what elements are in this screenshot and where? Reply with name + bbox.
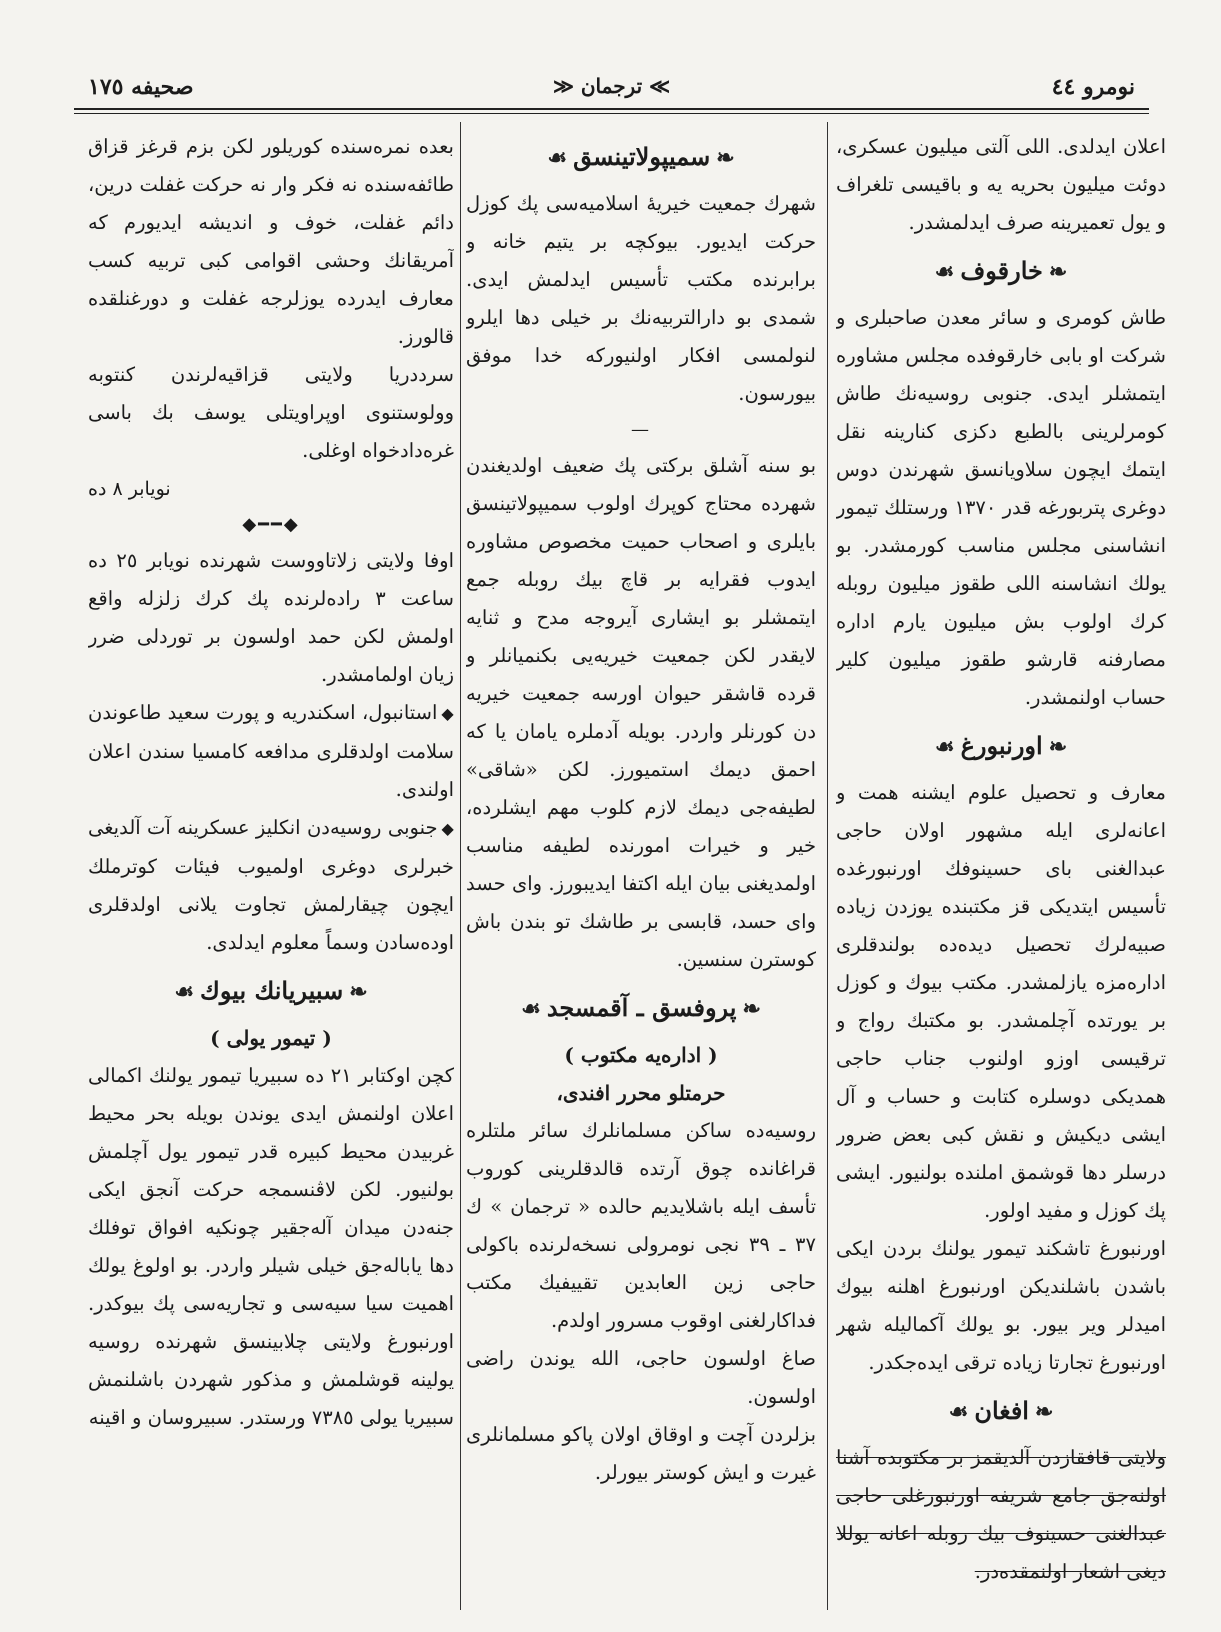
article-paragraph: ولایتی قافقازدن آلدیقمز بر مکتوبده آشنا اولنه‌جق جامع شریفه اورنبورغلی حاجی عبدالغنی حسینوف بیك روبله اعانه یوللا دیغی اشعار اولنمقده‌در. — [836, 1446, 1166, 1583]
article-paragraph: بو سنه آشلق برکتی پك ضعیف اولدیغندن شهرده محتاج کوپرك اولوب سمیپولاتینسق بایلری و اصحاب حمیت مخصوص مشاوره ایدوب فقرایه بر قاچ بیك روبله جمع ایتمشلر بو ایشاری آیروجه مدح و ثنایه لایقدر لکن جمعیت خیریه‌یی بکنمیانلر و قرده قاشقر حیوان اورسه جمعیت خیریه دن کورنلر واردر. بویله آدملره یامان یا که احمق دیمك استمیورز. لکن «شاقی» لطیفه‌جی دیمك لازم کلوب مهم ایشلرده، خیر و خیرات امورنده لطیفه مناسب اولمدیغنی بیان ایله اکتفا ایدیبورز. وای حسد وای حسد، قابسی بر طاشك تو بندن باش کوسترن سنسین. — [466, 454, 816, 971]
article-paragraph: اورنبورغ تاشکند تیمور یولنك بردن ایکی باشدن باشلندیکن اورنبورغ اهلنه بیوك امیدلر ویر بیور. بو یولك آکمالیله شهر اورنبورغ تجارتا زیاده ترقی ایده‌جکدر. — [836, 1237, 1166, 1374]
letter-greeting: حرمتلو محرر افندی، — [556, 1081, 726, 1105]
column-divider — [827, 122, 828, 1610]
article-paragraph: طاش کومری و سائر معدن صاحبلری و شرکت او بابی خارقوفده مجلس مشاوره ایتمشلر ایدی. جنوبی روسیه‌نك طاش کومرلرینی بالطبع دکزی کنارینه نقل ایتمك ایچون سلاویانسق شهرندن دوس دوغری پتربورغه قدر ١٣٧٠ ورستلك تیمور انشاسنی مجلس مناسب کورمشدر. بو یولك انشاسنه اللی طقوز میلیون روبله کرك اولوب بش میلیون یارم اداره مصارفنه قارشو طقوز میلیون کلیر حساب اولنمشدر. — [836, 306, 1166, 709]
section-heading — [836, 1388, 1166, 1435]
article-paragraph — [88, 809, 454, 962]
heading-text: خارقوف — [960, 256, 1043, 285]
section-heading — [836, 723, 1166, 770]
heading-text: افغان — [974, 1396, 1029, 1425]
article-paragraph: بزلردن آچت و اوقاق اولان پاکو مسلمانلری غیرت و ایش کوستر بیورلر. — [466, 1423, 816, 1484]
ornament-icon: ❧ — [742, 996, 761, 1022]
article-paragraph: شهرك جمعیت خیریهٔ اسلامیه‌سی پك کوزل حرکت ایدیور. بیوکچه بر یتیم خانه و برابرنده مکتب تأسیس ایدلمش ایدی. شمدی بو دارالتربیه‌نك بر خیلی دها ایلرو لنولمسی افکار اولنیورکه خدا موفق بیورسون. — [466, 192, 816, 405]
column-divider — [460, 122, 461, 1610]
ornament-icon: ❧ — [1048, 734, 1068, 760]
article-paragraph: اعلان ایدلدی. اللی آلتی میلیون عسکری، دوئت میلیون بحریه یه و باقیسی تلغراف و یول تعمیرینه صرف ایدلمشدر. — [836, 135, 1166, 234]
diamond-separator-icon: ◆━━◆ — [242, 514, 300, 535]
middle-column — [466, 128, 816, 1604]
masthead — [553, 74, 670, 98]
separator: — — [631, 419, 651, 440]
heading-text: سبیریانك بیوك — [200, 976, 344, 1005]
heading-text: اورنبورغ — [960, 731, 1043, 760]
diamond-bullet-icon: ◆ — [441, 819, 454, 838]
ornament-icon: ❧ — [1034, 1399, 1054, 1425]
article-paragraph: روسیه‌ده ساکن مسلمانلرك سائر ملتلره قراغانده چوق آرتده قالدقلرینی کوروب تأسف ایله باشلایدیم حالده « ترجمان » ك ٣٧ ـ ٣٩ نجی نومرولی نسخه‌لرنده باکولی حاجی زین العابدین تقییفیك مکتب فداکارلغنی اوقوب مسرور اولدم. — [466, 1119, 816, 1332]
article-paragraph: کچن اوکتابر ٢١ ده سبیریا تیمور یولنك اکمالی اعلان اولنمش ایدی یوندن بویله بحر محیط غربیدن محیط کبیره قدر تیمور یول آچلمش بولنیور. لکن لاڤنسمجه حرکت آنجق ایکی جنه‌دن میدان آله‌جقیر چونکیه افواق توفلك دها یاباله‌جق خیلی شیلر واردر. بو اولوغ یولك اهمیت سیا سیه‌سی و تجاریه‌سی پك بیوکدر. اورنبورغ ولایتی چلابینسق شهرنده روسیه یولینه قوشلمش و مذکور شهردن باشلنمش سبیریا یولی ٧٣٨٥ ورستدر. سبیروسان و اقینه — [88, 1064, 454, 1429]
heading-text: پروفسق ـ آقمسجد — [546, 993, 737, 1022]
section-heading — [88, 968, 454, 1015]
right-column — [836, 128, 1166, 1604]
subheading: ( تیمور یولی ) — [210, 1026, 332, 1050]
ornament-icon: ☙ — [934, 734, 955, 760]
diamond-bullet-icon: ◆ — [441, 704, 454, 723]
left-column — [88, 128, 454, 1604]
ornament-icon: ❧ — [349, 979, 368, 1005]
page-header — [80, 70, 1143, 110]
ornament-icon: ☙ — [948, 1399, 969, 1425]
ornament-icon: ❧ — [716, 145, 735, 171]
header-rule-thin — [74, 113, 1149, 114]
article-paragraph — [88, 694, 454, 809]
header-rule — [74, 108, 1149, 110]
article-paragraph: اوفا ولایتی زلاتاووست شهرنده نویابر ٢٥ ده ساعت ٣ راده‌لرنده پك کرك زلزله واقع اولمش لکن حمد اولسون بر توردلی ضرر زیان اولمامشدر. — [88, 549, 454, 686]
ornament-icon: ☙ — [521, 996, 541, 1022]
subheading: ( اداره‌یه مکتوب ) — [564, 1043, 718, 1067]
article-paragraph: بعده نمره‌سنده کوریلور لکن بزم قرغز قزاق طائفه‌سنده نه فکر وار نه حرکت غفلت درین، دائم غفلت، خوف و اندیشه ایدیورم که آمریقانك وحشی اقوامی کبی تربیه کسب معارف ایدرده یوزلرجه غفلت و دورغنلقده قالورز. — [88, 135, 454, 348]
section-heading — [836, 248, 1166, 295]
ornament-icon: ☙ — [547, 145, 568, 171]
heading-text: سمیپولاتینسق — [573, 142, 711, 171]
article-paragraph: سرددریا ولایتی قزاقیه‌لرندن کنتوبه وولوستنوی اوپراویتلی یوسف بك باسی غره‌دادخواه اوغلی. — [88, 363, 454, 462]
ornament-icon: ≫ — [642, 74, 671, 98]
article-paragraph: معارف و تحصیل علوم ایشنه همت و اعانه‌لری ایله مشهور اولان حاجی عبدالغنی بای حسینوفك اورنبورغده تأسیس ایتدیکی قز مکتبنده یوزدن زیاده صبیه‌لرك تحصیل دیده‌ده بولندقلری اداره‌مزه یازلمشدر. مکتب بیوك و کوزل بر یورتده آچلمشدر. بو مکتبك رواج و ترقیسی اوزو اولنوب جناب حاجی همدیکی دوسلره کتابت و حساب و آل ایشی دیکیش و نقش کبی بعض ضرور درسلر دها قوشمق املنده بولنیور. ایشی پك کوزل و مفید اولور. — [836, 781, 1166, 1222]
dateline: نویابر ٨ ده — [88, 478, 171, 500]
paragraph-text: استانبول، اسکندریه و پورت سعید طاعوندن سلامت اولدقلری مدافعه کامسیا سندن اعلان اولندی. — [88, 701, 454, 801]
ornament-icon: ≪ — [552, 74, 581, 98]
section-heading — [466, 985, 816, 1032]
masthead-title: ترجمان — [580, 74, 643, 98]
page-number: صحیفه ١٧٥ — [88, 74, 194, 100]
article-paragraph: صاغ اولسون حاجی، الله یوندن راضی اولسون. — [466, 1347, 816, 1408]
ornament-icon: ❧ — [1048, 259, 1068, 285]
section-heading — [466, 134, 816, 181]
ornament-icon: ☙ — [174, 979, 195, 1005]
ornament-icon: ☙ — [934, 259, 955, 285]
paragraph-text: جنوبی روسیه‌دن انکلیز عسکرینه آت آلدیغی خبرلری دوغری اولمیوب فیئات کوترملك ایچون چیقارلمش تجاوت یلانی اولدقلری اوده‌سادن وسماً معلوم ایدلدی. — [88, 816, 454, 954]
issue-number: نومرو ٤٤ — [1051, 74, 1135, 100]
